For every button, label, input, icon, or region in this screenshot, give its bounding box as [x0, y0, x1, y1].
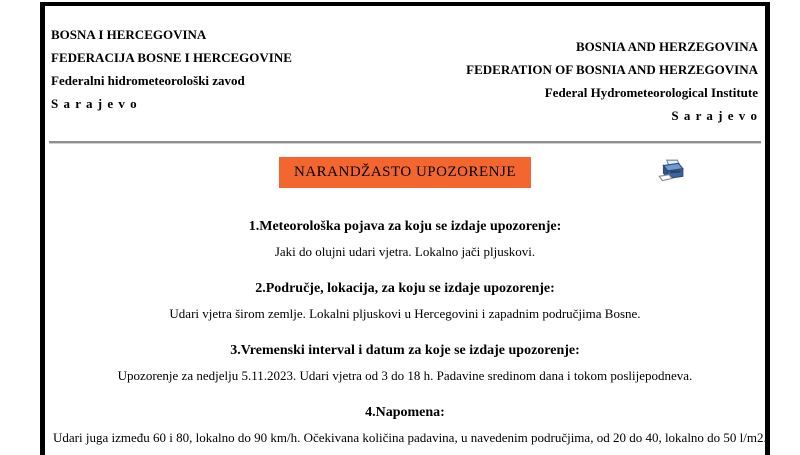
warning-sections	[45, 218, 765, 446]
letterhead-bosnian	[51, 23, 292, 127]
section-4-heading: 4.Napomena:	[365, 405, 445, 420]
section-meteorological-phenomenon	[53, 218, 757, 260]
section-3-body: Upozorenje za nedjelju 5.11.2023. Udari vjetra od 3 do 18 h. Padavine sredinom dana i tokom poslijepodneva.	[117, 368, 693, 383]
federation-name-en: FEDERATION OF BOSNIA AND HERZEGOVINA	[466, 62, 758, 77]
section-4-body: Udari juga između 60 i 80, lokalno do 90 km/h. Očekivana količina padavina, u navedenim područjima, od 20 do 40, lokalno do 50 l/m2.	[53, 430, 767, 445]
section-2-body: Udari vjetra širom zemlje. Lokalni pljuskovi u Hercegovini i zapadnim područjima Bosne.	[169, 306, 641, 321]
orange-warning-banner: NARANDŽASTO UPOZORENJE	[279, 157, 531, 188]
section-1-heading: 1.Meteorološka pojava za koju se izdaje upozorenje:	[248, 219, 562, 234]
section-time-interval	[53, 342, 757, 384]
city-name-bs: S a r a j e v o	[51, 96, 138, 111]
country-name-bs: BOSNA I HERCEGOVINA	[51, 27, 207, 42]
section-note	[53, 404, 767, 446]
printer-icon[interactable]	[657, 158, 685, 186]
section-1-body: Jaki do olujni udari vjetra. Lokalno jači pljuskovi.	[274, 244, 536, 259]
letterhead	[45, 6, 765, 127]
header-divider	[49, 141, 761, 144]
warning-bulletin-page	[40, 2, 770, 455]
section-3-heading: 3.Vremenski interval i datum za koje se izdaje upozorenje:	[230, 343, 580, 358]
city-name-en: S a r a j e v o	[671, 108, 758, 123]
section-2-heading: 2.Područje, lokacija, za koju se izdaje upozorenje:	[255, 281, 555, 296]
letterhead-english	[466, 35, 758, 127]
country-name-en: BOSNIA AND HERZEGOVINA	[575, 39, 758, 54]
institute-name-en: Federal Hydrometeorological Institute	[544, 85, 758, 100]
banner-row	[45, 157, 765, 188]
institute-name-bs: Federalni hidrometeorološki zavod	[51, 73, 245, 88]
federation-name-bs: FEDERACIJA BOSNE I HERCEGOVINE	[51, 50, 292, 65]
section-area-location	[53, 280, 757, 322]
